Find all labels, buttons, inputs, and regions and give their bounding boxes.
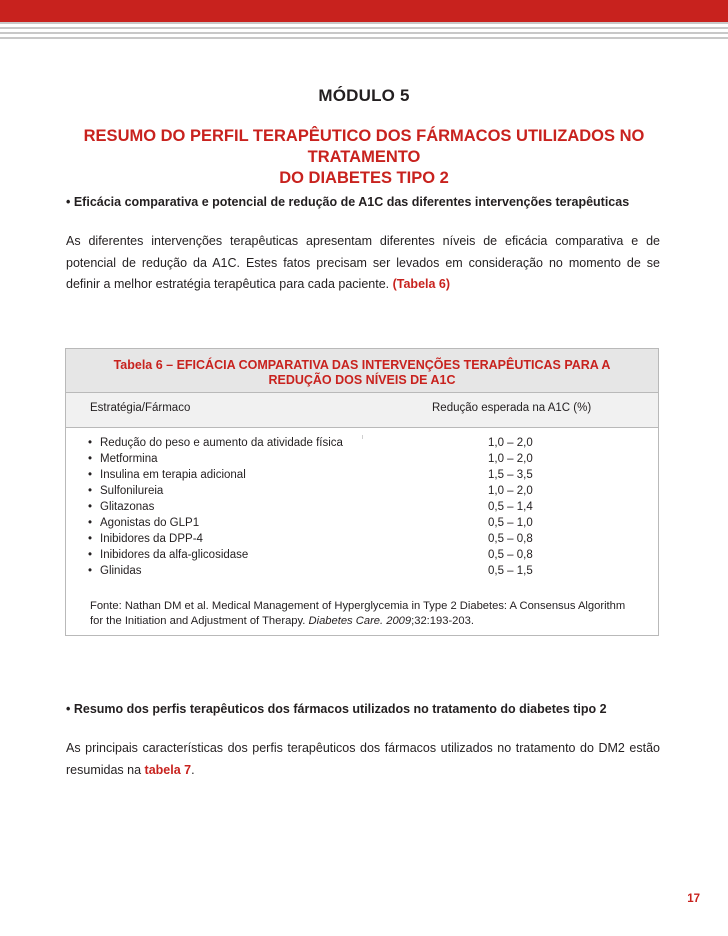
table-row [88,515,648,531]
column-header-reduction: Redução esperada na A1C (%) [432,402,592,414]
section1-paragraph [66,231,660,296]
section2-heading: • Resumo dos perfis terapêuticos dos fármacos utilizados no tratamento do diabetes tipo 2 [66,702,607,716]
row-reduction: 1,0 – 2,0 [488,485,533,497]
section1-heading: • Eficácia comparativa e potencial de redução de A1C das diferentes intervenções terapêuticas [66,195,630,209]
table-row [88,547,648,563]
table6-reference-link[interactable]: (Tabela 6) [392,277,451,291]
module-label [0,86,728,106]
bullet-icon: • [88,485,93,497]
table7-reference-link[interactable]: tabela 7 [144,762,192,777]
table-6-column-headers [66,393,658,428]
bullet-icon: • [88,453,93,465]
bullet-icon: • [88,549,93,561]
page-title-line1: RESUMO DO PERFIL TERAPÊUTICO DOS FÁRMACOS UTILIZADOS NO TRATAMENTO [83,127,645,166]
row-strategy: Sulfonilureia [100,485,164,497]
table-row [88,483,648,499]
table-6 [65,348,659,636]
bullet-icon: • [88,533,93,545]
bullet-icon: • [88,469,93,481]
table-row [88,563,648,579]
row-strategy: Glinidas [100,565,142,577]
row-strategy: Glitazonas [100,501,155,513]
row-reduction: 1,0 – 2,0 [488,437,533,449]
table-row [88,531,648,547]
source-text: Fonte: Nathan DM et al. Medical Management of Hyperglycemia in Type 2 Diabetes: A Consensus Algorithm for the Initiation and Adjustment of Therapy. [90,600,626,627]
table-6-title-line1: Tabela 6 – EFICÁCIA COMPARATIVA DAS INTERVENÇÕES TERAPÊUTICAS PARA A [113,358,611,372]
table-row [88,451,648,467]
source-citation: ;32:193-203. [411,615,474,627]
row-strategy: Inibidores da DPP-4 [100,533,203,545]
row-reduction: 1,5 – 3,5 [488,469,533,481]
page-title [60,126,668,189]
section2-paragraph [66,738,660,781]
bullet-icon: • [88,517,93,529]
row-strategy: Inibidores da alfa-glicosidase [100,549,249,561]
table-6-title [66,349,658,393]
table-row [88,499,648,515]
row-strategy: Metformina [100,453,158,465]
table-6-rows [88,435,648,579]
table-row [88,435,648,451]
row-reduction: 0,5 – 0,8 [488,533,533,545]
table-6-title-line2: REDUÇÃO DOS NÍVEIS DE A1C [268,373,456,387]
row-reduction: 0,5 – 1,4 [488,501,533,513]
row-reduction: 1,0 – 2,0 [488,453,533,465]
bullet-icon: • [88,501,93,513]
row-strategy: Agonistas do GLP1 [100,517,200,529]
section2-paragraph-text: As principais características dos perfis terapêuticos dos fármacos utilizados no tratamento do DM2 estão resumidas na [66,741,660,777]
module-text: MÓDULO 5 [318,86,410,105]
row-reduction: 0,5 – 1,5 [488,565,533,577]
source-journal: Diabetes Care. 2009 [308,615,412,627]
column-header-strategy: Estratégia/Fármaco [90,402,191,414]
table-6-source [90,599,640,629]
row-reduction: 0,5 – 0,8 [488,549,533,561]
bullet-icon: • [88,565,93,577]
section1-paragraph-text: As diferentes intervenções terapêuticas apresentam diferentes níveis de eficácia comparativa e de potencial de redução da A1C. Estes fatos precisam ser levados em consideração no momento de se definir a melhor estratégia terapêutica para cada paciente. [66,234,660,291]
table-row [88,467,648,483]
page-title-line2: DO DIABETES TIPO 2 [279,169,449,187]
row-strategy: Insulina em terapia adicional [100,469,246,481]
top-red-band [0,0,728,22]
row-strategy: Redução do peso e aumento da atividade física [100,437,343,449]
bullet-icon: • [88,437,93,449]
top-stripe-band [0,22,728,42]
page-number: 17 [687,893,700,905]
row-reduction: 0,5 – 1,0 [488,517,533,529]
section2-period: . [191,762,195,777]
